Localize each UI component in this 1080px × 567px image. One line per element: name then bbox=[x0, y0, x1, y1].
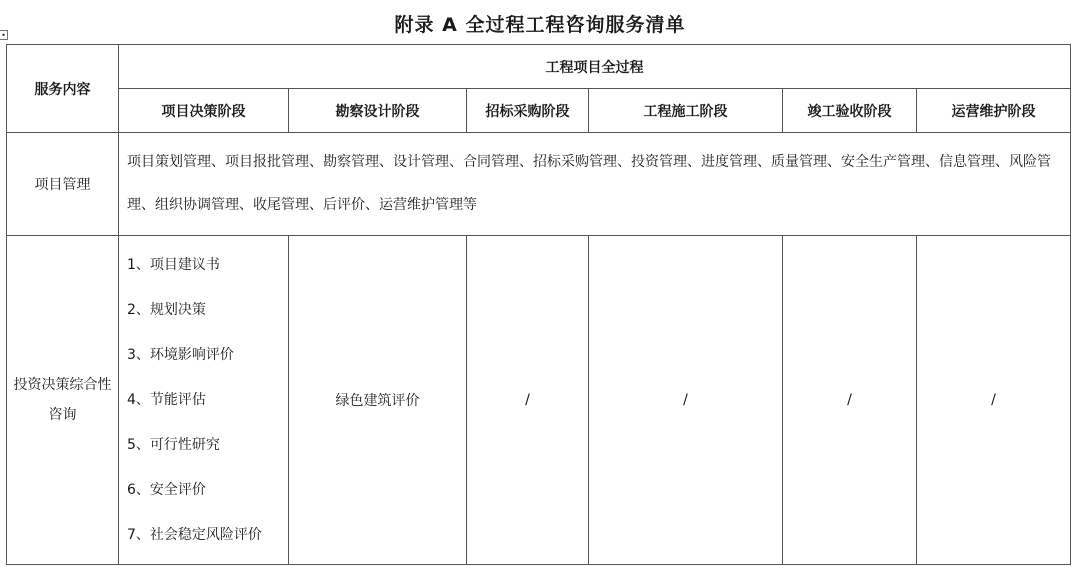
operation-stage-cell: / bbox=[917, 236, 1071, 565]
acceptance-stage-cell: / bbox=[783, 236, 917, 565]
decision-items-cell bbox=[119, 236, 289, 565]
header-stage-design: 勘察设计阶段 bbox=[289, 89, 467, 133]
list-item: 3、环境影响评价 bbox=[127, 346, 234, 363]
decision-items-list bbox=[127, 243, 280, 558]
list-item: 1、项目建议书 bbox=[127, 256, 220, 273]
list-item: 5、可行性研究 bbox=[127, 436, 220, 453]
row-label-project-management: 项目管理 bbox=[7, 133, 119, 236]
bidding-stage-cell: / bbox=[467, 236, 589, 565]
list-item: 6、安全评价 bbox=[127, 481, 206, 498]
list-item: 4、节能评估 bbox=[127, 391, 206, 408]
header-row-2 bbox=[7, 89, 1071, 133]
header-stage-operation: 运营维护阶段 bbox=[917, 89, 1071, 133]
anchor-marker-icon: • bbox=[0, 30, 8, 40]
table-row-investment-consulting bbox=[7, 236, 1071, 565]
table-row-project-management bbox=[7, 133, 1071, 236]
header-service-content: 服务内容 bbox=[7, 45, 119, 133]
design-stage-cell: 绿色建筑评价 bbox=[289, 236, 467, 565]
row-label-investment-consulting: 投资决策综合性咨询 bbox=[7, 236, 119, 565]
header-stage-decision: 项目决策阶段 bbox=[119, 89, 289, 133]
project-management-content: 项目策划管理、项目报批管理、勘察管理、设计管理、合同管理、招标采购管理、投资管理、进度管理、质量管理、安全生产管理、信息管理、风险管理、组织协调管理、收尾管理、后评价、运营维护管理等 bbox=[119, 133, 1071, 236]
header-whole-process: 工程项目全过程 bbox=[119, 45, 1071, 89]
header-stage-bidding: 招标采购阶段 bbox=[467, 89, 589, 133]
construction-stage-cell: / bbox=[589, 236, 783, 565]
header-stage-acceptance: 竣工验收阶段 bbox=[783, 89, 917, 133]
list-item: 7、社会稳定风险评价 bbox=[127, 526, 262, 543]
document-title: 附录 A 全过程工程咨询服务清单 bbox=[394, 14, 686, 36]
header-stage-construction: 工程施工阶段 bbox=[589, 89, 783, 133]
service-list-table bbox=[6, 44, 1071, 565]
header-row-1 bbox=[7, 45, 1071, 89]
list-item: 2、规划决策 bbox=[127, 301, 206, 318]
